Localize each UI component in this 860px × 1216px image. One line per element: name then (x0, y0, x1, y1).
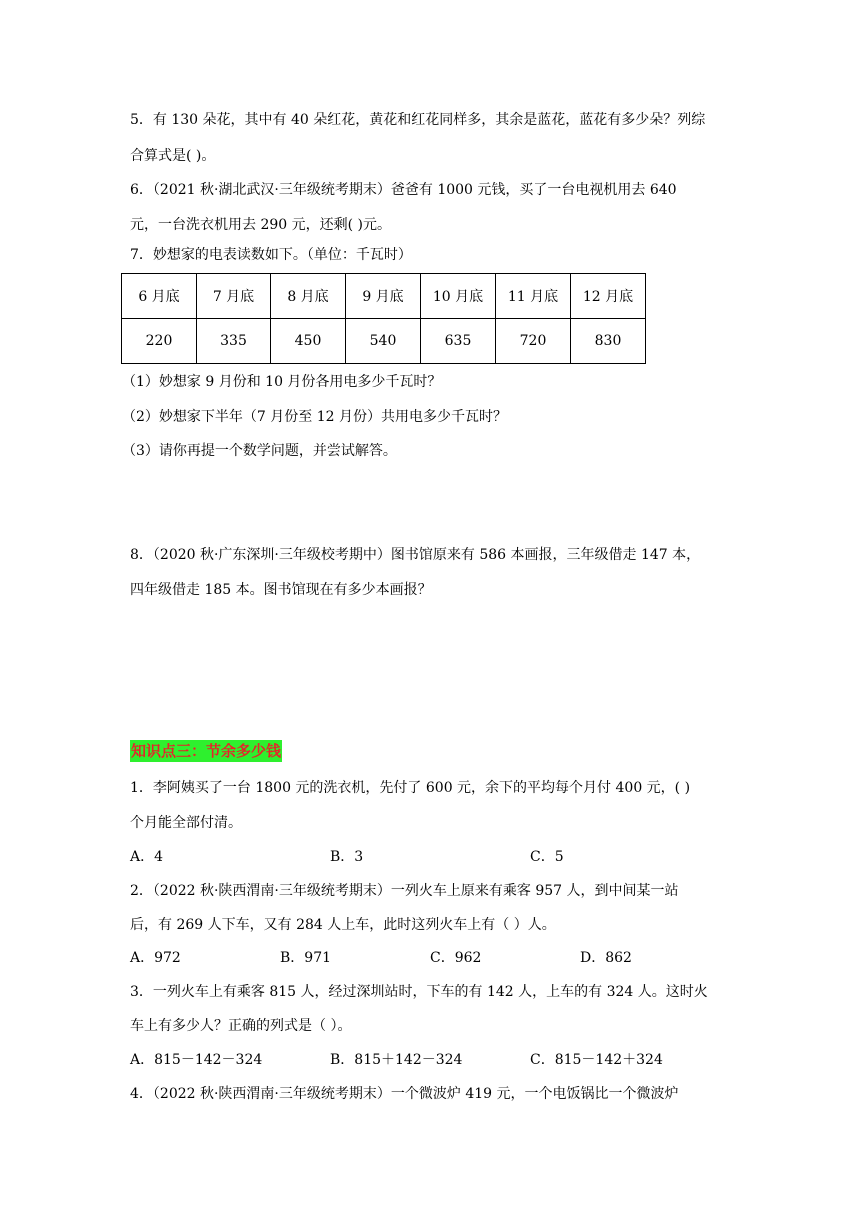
meter-value-cell: 335 (197, 319, 271, 364)
question-6-line-2: 元，一台洗衣机用去 290 元，还剩( )元。 (130, 217, 391, 233)
meter-header-cell: 8 月底 (271, 274, 346, 319)
option-c: C．5 (530, 849, 564, 865)
option-a: A．815－142－324 (130, 1052, 263, 1068)
section3-q4-line-1: 4．（2022 秋·陕西渭南·三年级统考期末）一个微波炉 419 元，一个电饭锅比一个微波炉 (130, 1086, 679, 1102)
section3-q1-line-2: 个月能全部付清。 (130, 815, 242, 831)
section3-q3-line-2: 车上有多少人？正确的列式是（ ）。 (130, 1018, 352, 1034)
meter-header-cell: 10 月底 (421, 274, 496, 319)
option-b: B．815＋142－324 (330, 1052, 463, 1068)
meter-table-value-row (122, 319, 646, 364)
option-c: C．962 (430, 950, 482, 966)
option-b: B．971 (280, 950, 332, 966)
meter-value-cell: 450 (271, 319, 346, 364)
option-a: A．972 (130, 950, 181, 966)
question-7-sub-2: （2）妙想家下半年（7 月份至 12 月份）共用电多少千瓦时？ (122, 409, 507, 425)
section3-q1-line-1: 1．李阿姨买了一台 1800 元的洗衣机，先付了 600 元，余下的平均每个月付 400 元，( ) (130, 780, 691, 796)
option-a: A．4 (130, 849, 164, 865)
option-b: B．3 (330, 849, 364, 865)
meter-value-cell: 830 (571, 319, 646, 364)
question-7-sub-3: （3）请你再提一个数学问题，并尝试解答。 (122, 443, 397, 459)
meter-table-header-row (122, 274, 646, 319)
meter-header-cell: 7 月底 (197, 274, 271, 319)
question-7-line-1: 7．妙想家的电表读数如下。（单位：千瓦时） (130, 247, 412, 263)
meter-header-cell: 12 月底 (571, 274, 646, 319)
section-heading: 知识点三：节余多少钱 (131, 742, 282, 760)
option-c: C．815－142＋324 (530, 1052, 663, 1068)
question-8-line-1: 8．（2020 秋·广东深圳·三年级校考期中）图书馆原来有 586 本画报，三年级借走 147 本， (130, 547, 701, 563)
question-8-line-2: 四年级借走 185 本。图书馆现在有多少本画报？ (130, 582, 432, 598)
meter-value-cell: 635 (421, 319, 496, 364)
meter-header-cell: 9 月底 (346, 274, 421, 319)
question-7-sub-1: （1）妙想家 9 月份和 10 月份各用电多少千瓦时？ (122, 374, 442, 390)
section3-q3-line-1: 3．一列火车上有乘客 815 人，经过深圳站时，下车的有 142 人，上车的有 324 人。这时火 (130, 984, 708, 1000)
section3-q2-line-1: 2．（2022 秋·陕西渭南·三年级统考期末）一列火车上原来有乘客 957 人，到中间某一站 (130, 883, 679, 899)
meter-header-cell: 6 月底 (122, 274, 197, 319)
section3-q2-line-2: 后，有 269 人下车，又有 284 人上车，此时这列火车上有（ ）人。 (130, 917, 556, 933)
meter-value-cell: 220 (122, 319, 197, 364)
meter-reading-table (121, 273, 646, 364)
question-5-line-1: 5．有 130 朵花，其中有 40 朵红花，黄花和红花同样多，其余是蓝花，蓝花有多少朵？列综 (130, 112, 706, 128)
option-d: D．862 (580, 950, 632, 966)
meter-header-cell: 11 月底 (496, 274, 571, 319)
meter-value-cell: 540 (346, 319, 421, 364)
question-5-line-2: 合算式是( )。 (130, 148, 216, 164)
meter-value-cell: 720 (496, 319, 571, 364)
question-6-line-1: 6．（2021 秋·湖北武汉·三年级统考期末）爸爸有 1000 元钱，买了一台电视机用去 640 (130, 182, 677, 198)
